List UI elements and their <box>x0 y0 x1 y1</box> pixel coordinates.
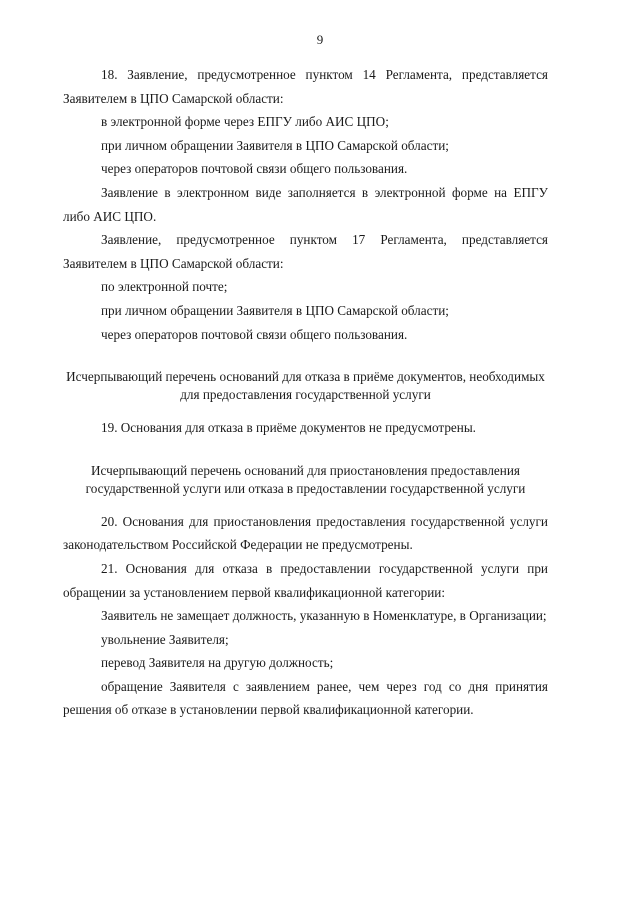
list-item: в электронной форме через ЕПГУ либо АИС ЦПО; <box>101 114 389 130</box>
list-item: обращение Заявителя с заявлением ранее, чем через год со дня принятия решения об отказе в установлении первой квалификационной категории. <box>63 678 548 718</box>
list-item: при личном обращении Заявителя в ЦПО Самарской области; <box>101 137 449 153</box>
paragraph-electronic-form: Заявление в электронном виде заполняется в электронной форме на ЕПГУ либо АИС ЦПО. <box>63 184 548 224</box>
document-body <box>63 63 548 722</box>
list-item: Заявитель не замещает должность, указанную в Номенклатуре, в Организации; <box>101 608 547 624</box>
list-item: через операторов почтовой связи общего пользования. <box>101 326 408 342</box>
list-item: при личном обращении Заявителя в ЦПО Самарской области; <box>101 302 449 318</box>
section-heading: Исчерпывающий перечень оснований для приостановления предоставления государственной услуги или отказа в предоставлении государственной услуги <box>85 462 526 496</box>
paragraph-18: 18. Заявление, предусмотренное пунктом 14 Регламента, представляется Заявителем в ЦПО Самарской области: <box>63 67 548 106</box>
paragraph-21: 21. Основания для отказа в предоставлении государственной услуги при обращении за установлением первой квалификационной категории: <box>63 560 548 600</box>
paragraph-20: 20. Основания для приостановления предоставления государственной услуги законодательством Российской Федерации не предусмотрены. <box>63 513 548 553</box>
list-item: через операторов почтовой связи общего пользования. <box>101 161 408 177</box>
page-number: 9 <box>316 32 324 47</box>
list-item: перевод Заявителя на другую должность; <box>101 655 334 671</box>
paragraph-17-reference: Заявление, предусмотренное пунктом 17 Регламента, представляется Заявителем в ЦПО Самарской области: <box>63 232 548 271</box>
section-heading: Исчерпывающий перечень оснований для отказа в приёме документов, необходимых для предоставления государственной услуги <box>66 369 545 403</box>
paragraph-19: 19. Основания для отказа в приёме документов не предусмотрены. <box>101 420 476 436</box>
list-item: по электронной почте; <box>101 279 228 295</box>
list-item: увольнение Заявителя; <box>101 631 229 647</box>
